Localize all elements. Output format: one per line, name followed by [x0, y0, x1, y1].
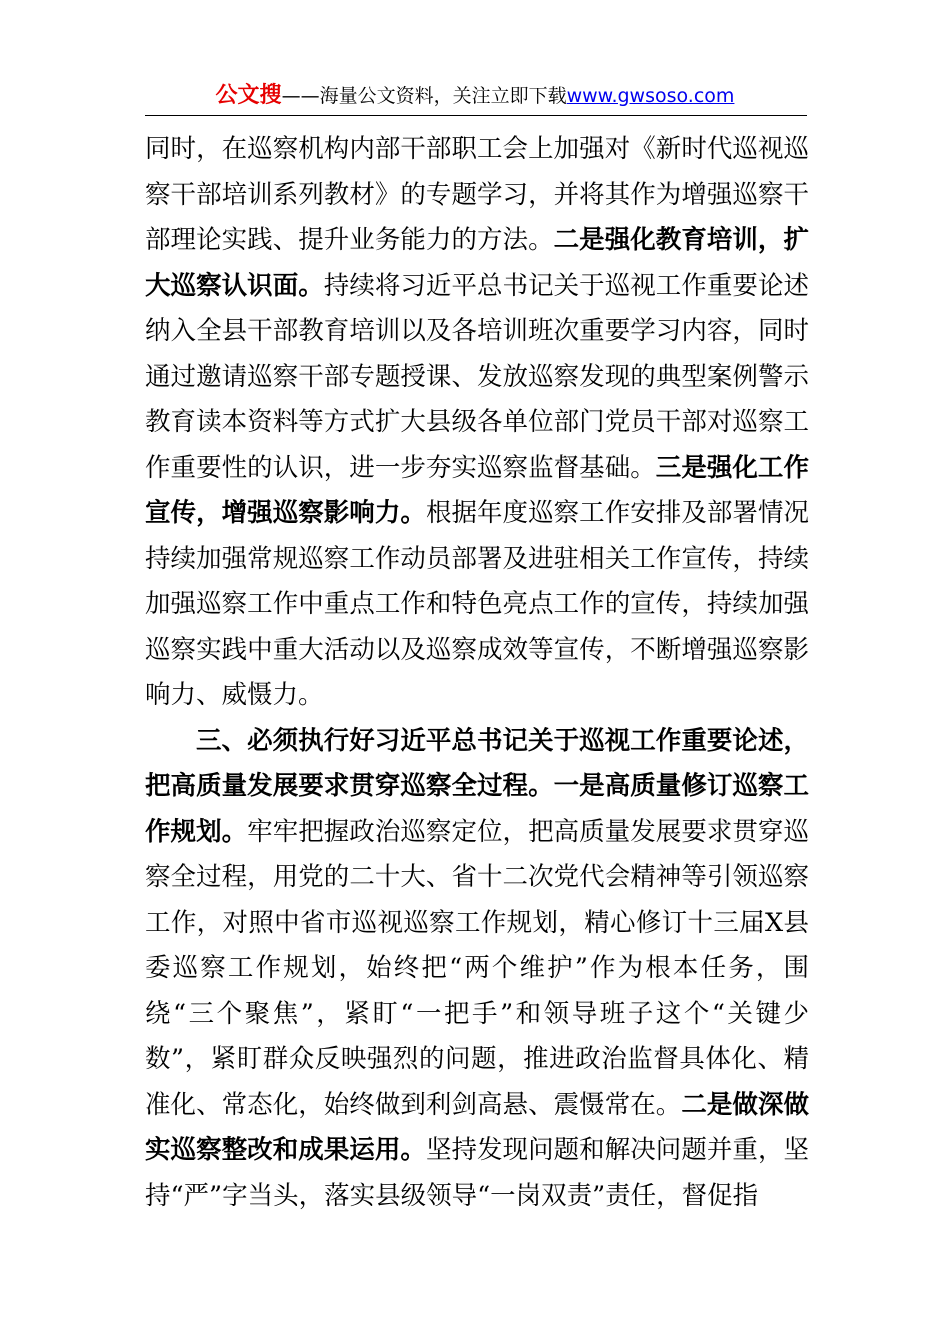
header-tagline: ——海量公文资料，关注立即下载 — [281, 85, 567, 107]
section-heading: 三、必须执行好习近平总书记关于巡视工作重要论述，把高质量发展要求贯穿巡察全过程。 — [145, 725, 809, 801]
header-divider — [145, 115, 807, 116]
paragraph-text: 同时，在巡察机构内部干部职工会上加强对《新时代巡视巡察干部培训系列教材》的专题学习，并将其作为增强巡察干部理论实践、提升业务能力的方法。 — [145, 134, 809, 255]
bold-subheading: 三是强化工作宣传，增强巡察影响力。 — [145, 452, 809, 528]
bold-subheading: 二是做深做实巡察整改和成果运用。 — [145, 1089, 809, 1165]
page-header — [0, 82, 950, 110]
paragraph-text: 牢牢把握政治巡察定位，把高质量发展要求贯穿巡察全过程，用党的二十大、省十二次党代会精神等引领巡察工作，对照中省市巡视巡察工作规划，精心修订十三届X县委巡察工作规划，始终把“两个维护”作为根本任务，围绕“三个聚焦”，紧盯“一把手”和领导班子这个“关键少数”，紧盯群众反映强烈的问题，推进政治监督具体化、精准化、常态化，始终做到利剑高悬、震慑常在。 — [145, 816, 809, 1120]
bold-subheading: 一是高质量修订巡察工作规划。 — [145, 771, 809, 847]
paragraph-text: 坚持发现问题和解决问题并重，坚持“严”字当头，落实县级领导“一岗双责”责任，督促指 — [145, 1135, 809, 1211]
section-paragraph — [145, 719, 809, 1220]
brand-logo-text: 公文搜 — [215, 83, 282, 108]
paragraph-text: 持续将习近平总书记关于巡视工作重要论述纳入全县干部教育培训以及各培训班次重要学习内容，同时通过邀请巡察干部专题授课、发放巡察发现的典型案例警示教育读本资料等方式扩大县级各单位部门党员干部对巡察工作重要性的认识，进一步夯实巡察监督基础。 — [145, 270, 809, 483]
document-body — [145, 127, 809, 1219]
bold-subheading: 二是强化教育培训，扩大巡察认识面。 — [145, 225, 809, 301]
paragraph-text: 根据年度巡察工作安排及部署情况持续加强常规巡察工作动员部署及进驻相关工作宣传，持续加强巡察工作中重点工作和特色亮点工作的宣传，持续加强巡察实践中重大活动以及巡察成效等宣传，不断增强巡察影响力、威慑力。 — [145, 498, 809, 710]
site-link[interactable]: www.gwsoso.com — [566, 85, 735, 107]
paragraph-continuation — [145, 127, 809, 719]
